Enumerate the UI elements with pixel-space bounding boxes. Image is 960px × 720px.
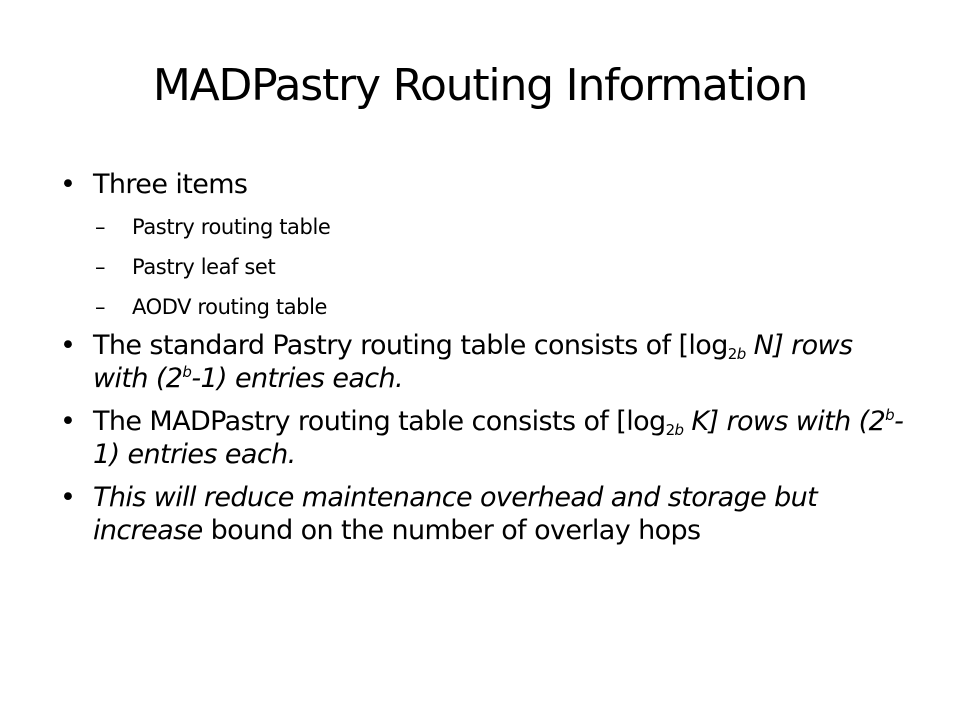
bullet-standard-pastry [60,329,910,395]
sub-bullet-list [60,207,910,327]
bullet-text-italic: This will reduce maintenance overhead and storage but increase [93,482,818,546]
sub-bullet-text: Pastry routing table [132,215,331,239]
bullet-text-part: -1) entries each. [93,406,904,470]
bullet-dot-icon [60,329,80,362]
sub-bullet-item [60,247,910,287]
bullet-text-part: K] rows with (2 [683,406,886,437]
bullet-dot-icon [60,168,80,201]
bullet-text-part: The standard Pastry routing table consists of [log [93,330,728,361]
bullet-madpastry [60,405,910,471]
bullet-text-normal: bound on the number of overlay hops [202,515,701,546]
bullet-text-part: N] rows with (2 [93,330,853,394]
bullet-text-part: -1) entries each. [191,363,404,394]
superscript: b [182,363,192,381]
bullet-dot-icon [60,405,80,438]
slide-title: MADPastry Routing Information [152,60,808,111]
subscript-base: 2 [727,345,737,363]
bullet-text-part: The MADPastry routing table consists of [log [93,406,666,437]
subscript [666,421,684,439]
sub-bullet-item [60,287,910,327]
subscript-base: 2 [665,421,675,439]
sub-bullet-text: AODV routing table [132,295,328,319]
dash-icon [95,287,105,327]
bullet-three-items [60,168,910,201]
bullet-text: Three items [93,169,248,200]
bullet-dot-icon [60,481,80,514]
subscript [728,345,746,363]
subscript-exponent: b [736,345,746,363]
bullet-list [60,168,910,557]
sub-bullet-item [60,207,910,247]
superscript: b [885,406,895,424]
subscript-exponent: b [674,421,684,439]
sub-bullet-text: Pastry leaf set [132,255,276,279]
bullet-reduce-overhead [60,481,910,547]
dash-icon [95,207,105,247]
dash-icon [95,247,105,287]
